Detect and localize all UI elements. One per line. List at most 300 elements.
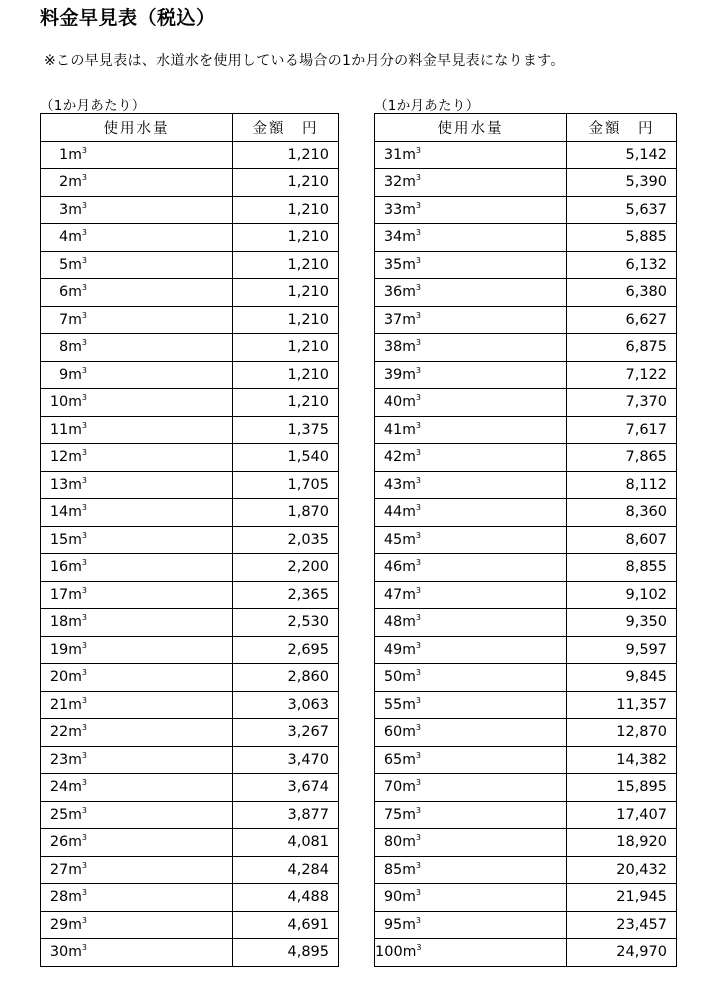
unit-superscript: 3 <box>415 750 421 760</box>
cubic-meter-unit <box>68 779 87 795</box>
unit-superscript: 3 <box>81 915 87 925</box>
unit-letter: m <box>68 421 82 438</box>
volume-value: 3 <box>59 201 69 218</box>
table-row <box>41 774 339 802</box>
amount-cell: 15,895 <box>567 774 677 802</box>
unit-superscript: 3 <box>415 338 421 348</box>
volume-cell <box>375 141 567 169</box>
unit-superscript: 3 <box>81 943 87 953</box>
table-row <box>41 169 339 197</box>
volume-value: 48 <box>383 614 403 631</box>
volume-value: 14 <box>49 504 69 521</box>
volume-value: 49 <box>383 641 403 658</box>
unit-letter: m <box>68 614 82 631</box>
amount-cell: 3,470 <box>233 746 339 774</box>
amount-cell: 5,885 <box>567 224 677 252</box>
cubic-meter-unit <box>402 504 421 520</box>
cubic-meter-unit <box>402 834 421 850</box>
table-row <box>375 444 677 472</box>
volume-value: 29 <box>49 916 69 933</box>
rate-table-left <box>40 113 339 967</box>
unit-superscript: 3 <box>81 833 87 843</box>
volume-cell <box>375 746 567 774</box>
amount-cell: 11,357 <box>567 691 677 719</box>
cubic-meter-unit <box>402 477 421 493</box>
table-row <box>41 279 339 307</box>
amount-cell: 1,210 <box>233 141 339 169</box>
volume-cell <box>375 526 567 554</box>
unit-letter: m <box>402 339 416 356</box>
volume-cell <box>41 581 233 609</box>
unit-letter: m <box>402 806 416 823</box>
volume-value: 30 <box>49 944 69 961</box>
volume-cell <box>375 416 567 444</box>
unit-superscript: 3 <box>415 833 421 843</box>
amount-cell: 1,705 <box>233 471 339 499</box>
unit-letter: m <box>402 834 416 851</box>
table-row <box>41 636 339 664</box>
volume-value: 35 <box>383 256 403 273</box>
unit-letter: m <box>402 174 416 191</box>
cubic-meter-unit <box>402 642 421 658</box>
unit-superscript: 3 <box>415 310 421 320</box>
table-row <box>375 306 677 334</box>
cubic-meter-unit <box>68 807 87 823</box>
unit-letter: m <box>68 861 82 878</box>
unit-letter: m <box>402 696 416 713</box>
volume-cell <box>41 691 233 719</box>
table-row <box>41 526 339 554</box>
cubic-meter-unit <box>402 779 421 795</box>
cubic-meter-unit <box>402 257 421 273</box>
cubic-meter-unit <box>68 394 87 410</box>
unit-superscript: 3 <box>81 695 87 705</box>
cubic-meter-unit <box>68 477 87 493</box>
unit-superscript: 3 <box>81 888 87 898</box>
volume-cell <box>375 169 567 197</box>
table-row <box>375 691 677 719</box>
volume-cell <box>41 499 233 527</box>
volume-cell <box>375 664 567 692</box>
cubic-meter-unit <box>402 559 421 575</box>
unit-superscript: 3 <box>81 200 87 210</box>
volume-cell <box>41 829 233 857</box>
volume-value: 46 <box>383 559 403 576</box>
table-row <box>41 746 339 774</box>
volume-value: 65 <box>383 751 403 768</box>
cubic-meter-unit <box>68 834 87 850</box>
table-row <box>41 581 339 609</box>
volume-cell <box>375 581 567 609</box>
cubic-meter-unit <box>402 752 421 768</box>
amount-cell: 7,865 <box>567 444 677 472</box>
unit-letter: m <box>402 146 416 163</box>
cubic-meter-unit <box>402 807 421 823</box>
amount-cell: 23,457 <box>567 911 677 939</box>
cubic-meter-unit <box>402 669 421 685</box>
unit-superscript: 3 <box>415 173 421 183</box>
volume-value: 2 <box>59 174 69 191</box>
table-row <box>41 306 339 334</box>
unit-superscript: 3 <box>81 668 87 678</box>
volume-value: 23 <box>49 751 69 768</box>
volume-cell <box>375 911 567 939</box>
table-row <box>41 829 339 857</box>
cubic-meter-unit <box>68 642 87 658</box>
unit-letter: m <box>402 311 416 328</box>
volume-cell <box>41 856 233 884</box>
unit-letter: m <box>402 229 416 246</box>
volume-cell <box>41 169 233 197</box>
amount-cell: 4,895 <box>233 939 339 967</box>
volume-cell <box>375 334 567 362</box>
unit-superscript: 3 <box>415 420 421 430</box>
amount-cell: 9,597 <box>567 636 677 664</box>
cubic-meter-unit <box>402 889 421 905</box>
volume-value: 5 <box>59 256 69 273</box>
amount-cell: 3,267 <box>233 719 339 747</box>
cubic-meter-unit <box>68 367 87 383</box>
table-row <box>41 719 339 747</box>
unit-letter: m <box>402 916 416 933</box>
unit-superscript: 3 <box>81 503 87 513</box>
volume-cell <box>41 609 233 637</box>
unit-superscript: 3 <box>81 805 87 815</box>
amount-cell: 12,870 <box>567 719 677 747</box>
unit-superscript: 3 <box>415 228 421 238</box>
unit-superscript: 3 <box>415 475 421 485</box>
amount-cell: 7,370 <box>567 389 677 417</box>
cubic-meter-unit <box>68 889 87 905</box>
table-row <box>41 361 339 389</box>
table-row <box>41 471 339 499</box>
table-row <box>375 416 677 444</box>
volume-value: 31 <box>383 146 403 163</box>
unit-superscript: 3 <box>415 640 421 650</box>
unit-superscript: 3 <box>81 228 87 238</box>
unit-letter: m <box>402 669 416 686</box>
table-row <box>41 801 339 829</box>
volume-cell <box>41 471 233 499</box>
table-row <box>41 691 339 719</box>
volume-value: 21 <box>49 696 69 713</box>
table-row <box>375 389 677 417</box>
volume-value: 38 <box>383 339 403 356</box>
volume-value: 43 <box>383 476 403 493</box>
unit-superscript: 3 <box>81 723 87 733</box>
volume-cell <box>375 856 567 884</box>
table-row <box>41 334 339 362</box>
volume-cell <box>375 719 567 747</box>
unit-superscript: 3 <box>415 805 421 815</box>
unit-superscript: 3 <box>81 283 87 293</box>
unit-letter: m <box>68 531 82 548</box>
table-row <box>375 581 677 609</box>
volume-cell <box>375 471 567 499</box>
unit-superscript: 3 <box>81 778 87 788</box>
table-row <box>375 829 677 857</box>
unit-superscript: 3 <box>81 255 87 265</box>
unit-letter: m <box>68 669 82 686</box>
volume-cell <box>41 224 233 252</box>
unit-letter: m <box>68 916 82 933</box>
volume-cell <box>41 719 233 747</box>
unit-letter: m <box>68 174 82 191</box>
table-row <box>375 196 677 224</box>
table-row <box>41 416 339 444</box>
volume-value: 85 <box>383 861 403 878</box>
amount-cell: 4,488 <box>233 884 339 912</box>
volume-cell <box>41 334 233 362</box>
cubic-meter-unit <box>402 862 421 878</box>
unit-superscript: 3 <box>81 145 87 155</box>
volume-value: 100 <box>375 944 403 961</box>
cubic-meter-unit <box>402 174 421 190</box>
volume-value: 42 <box>383 449 403 466</box>
amount-cell: 8,855 <box>567 554 677 582</box>
cubic-meter-unit <box>68 614 87 630</box>
volume-value: 40 <box>383 394 403 411</box>
unit-superscript: 3 <box>81 173 87 183</box>
amount-cell: 3,877 <box>233 801 339 829</box>
volume-cell <box>375 636 567 664</box>
volume-cell <box>375 801 567 829</box>
cubic-meter-unit <box>68 532 87 548</box>
cubic-meter-unit <box>402 724 421 740</box>
amount-cell: 17,407 <box>567 801 677 829</box>
unit-superscript: 3 <box>415 448 421 458</box>
unit-letter: m <box>402 889 416 906</box>
amount-cell: 8,112 <box>567 471 677 499</box>
cubic-meter-unit <box>68 257 87 273</box>
amount-cell: 18,920 <box>567 829 677 857</box>
cubic-meter-unit <box>68 147 87 163</box>
table-row <box>41 856 339 884</box>
cubic-meter-unit <box>68 504 87 520</box>
rate-table-left-body <box>41 141 339 966</box>
volume-value: 24 <box>49 779 69 796</box>
amount-cell: 7,617 <box>567 416 677 444</box>
unit-letter: m <box>68 476 82 493</box>
volume-value: 37 <box>383 311 403 328</box>
volume-cell <box>375 884 567 912</box>
table-header-row <box>375 114 677 142</box>
unit-letter: m <box>68 944 82 961</box>
volume-value: 36 <box>383 284 403 301</box>
cubic-meter-unit <box>68 339 87 355</box>
unit-superscript: 3 <box>415 888 421 898</box>
volume-cell <box>41 196 233 224</box>
unit-letter: m <box>402 944 417 961</box>
unit-superscript: 3 <box>415 778 421 788</box>
unit-letter: m <box>68 284 82 301</box>
cubic-meter-unit <box>402 339 421 355</box>
unit-letter: m <box>402 284 416 301</box>
unit-letter: m <box>68 201 82 218</box>
amount-cell: 4,081 <box>233 829 339 857</box>
volume-value: 15 <box>49 531 69 548</box>
amount-cell: 7,122 <box>567 361 677 389</box>
volume-value: 7 <box>59 311 69 328</box>
volume-value: 17 <box>49 586 69 603</box>
volume-cell <box>375 774 567 802</box>
cubic-meter-unit <box>68 449 87 465</box>
amount-cell: 1,210 <box>233 196 339 224</box>
cubic-meter-unit <box>68 587 87 603</box>
volume-cell <box>41 636 233 664</box>
table-row <box>375 884 677 912</box>
volume-cell <box>375 444 567 472</box>
volume-cell <box>375 829 567 857</box>
cubic-meter-unit <box>68 229 87 245</box>
unit-letter: m <box>68 559 82 576</box>
amount-cell: 1,375 <box>233 416 339 444</box>
amount-cell: 1,210 <box>233 361 339 389</box>
volume-cell <box>41 526 233 554</box>
cubic-meter-unit <box>402 614 421 630</box>
amount-cell: 1,540 <box>233 444 339 472</box>
volume-value: 22 <box>49 724 69 741</box>
unit-superscript: 3 <box>415 393 421 403</box>
amount-cell: 9,845 <box>567 664 677 692</box>
unit-letter: m <box>68 146 82 163</box>
unit-superscript: 3 <box>81 393 87 403</box>
table-row <box>41 664 339 692</box>
volume-cell <box>375 939 567 967</box>
unit-letter: m <box>402 751 416 768</box>
amount-cell: 3,063 <box>233 691 339 719</box>
volume-value: 19 <box>49 641 69 658</box>
unit-letter: m <box>68 586 82 603</box>
cubic-meter-unit <box>68 724 87 740</box>
volume-cell <box>41 416 233 444</box>
amount-cell: 2,365 <box>233 581 339 609</box>
amount-cell: 20,432 <box>567 856 677 884</box>
unit-superscript: 3 <box>81 338 87 348</box>
table-row <box>41 141 339 169</box>
amount-cell: 5,142 <box>567 141 677 169</box>
amount-cell: 3,674 <box>233 774 339 802</box>
rate-table-right-body <box>375 141 677 966</box>
volume-cell <box>41 746 233 774</box>
table-row <box>375 774 677 802</box>
cubic-meter-unit <box>402 697 421 713</box>
page-title: 料金早見表（税込） <box>40 7 216 29</box>
volume-value: 4 <box>59 229 69 246</box>
volume-value: 80 <box>383 834 403 851</box>
table-row <box>41 389 339 417</box>
volume-cell <box>375 251 567 279</box>
amount-cell: 2,200 <box>233 554 339 582</box>
unit-letter: m <box>402 504 416 521</box>
amount-header: 金額 円 <box>233 114 339 142</box>
unit-letter: m <box>68 256 82 273</box>
volume-value: 41 <box>383 421 403 438</box>
unit-superscript: 3 <box>81 475 87 485</box>
amount-cell: 5,637 <box>567 196 677 224</box>
unit-letter: m <box>402 641 416 658</box>
amount-cell: 14,382 <box>567 746 677 774</box>
unit-letter: m <box>402 421 416 438</box>
cubic-meter-unit <box>68 697 87 713</box>
volume-cell <box>41 911 233 939</box>
amount-cell: 1,210 <box>233 334 339 362</box>
cubic-meter-unit <box>402 587 421 603</box>
unit-superscript: 3 <box>81 750 87 760</box>
unit-superscript: 3 <box>81 558 87 568</box>
volume-value: 50 <box>383 669 403 686</box>
unit-superscript: 3 <box>81 420 87 430</box>
amount-cell: 6,627 <box>567 306 677 334</box>
volume-value: 55 <box>383 696 403 713</box>
volume-cell <box>41 554 233 582</box>
unit-superscript: 3 <box>415 283 421 293</box>
unit-letter: m <box>68 641 82 658</box>
cubic-meter-unit <box>402 229 421 245</box>
volume-cell <box>41 251 233 279</box>
amount-cell: 4,691 <box>233 911 339 939</box>
unit-superscript: 3 <box>415 915 421 925</box>
volume-value: 44 <box>383 504 403 521</box>
unit-letter: m <box>402 559 416 576</box>
cubic-meter-unit <box>68 752 87 768</box>
cubic-meter-unit <box>68 559 87 575</box>
unit-letter: m <box>68 449 82 466</box>
volume-cell <box>375 691 567 719</box>
volume-cell <box>375 554 567 582</box>
unit-letter: m <box>402 366 416 383</box>
unit-superscript: 3 <box>416 943 422 953</box>
volume-value: 47 <box>383 586 403 603</box>
rate-table-right <box>374 113 677 967</box>
unit-superscript: 3 <box>81 613 87 623</box>
unit-superscript: 3 <box>415 530 421 540</box>
cubic-meter-unit <box>68 862 87 878</box>
cubic-meter-unit <box>402 917 421 933</box>
volume-value: 39 <box>383 366 403 383</box>
amount-cell: 1,870 <box>233 499 339 527</box>
unit-letter: m <box>68 339 82 356</box>
cubic-meter-unit <box>68 284 87 300</box>
right-table-caption: （1か月あたり） <box>374 98 480 114</box>
volume-cell <box>375 389 567 417</box>
volume-value: 13 <box>49 476 69 493</box>
volume-value: 12 <box>49 449 69 466</box>
volume-cell <box>41 664 233 692</box>
cubic-meter-unit <box>68 944 87 960</box>
volume-cell <box>375 279 567 307</box>
unit-superscript: 3 <box>415 255 421 265</box>
volume-value: 10 <box>49 394 69 411</box>
volume-value: 45 <box>383 531 403 548</box>
cubic-meter-unit <box>68 422 87 438</box>
table-row <box>41 499 339 527</box>
unit-superscript: 3 <box>415 503 421 513</box>
unit-letter: m <box>68 229 82 246</box>
table-row <box>375 499 677 527</box>
volume-value: 18 <box>49 614 69 631</box>
unit-letter: m <box>402 256 416 273</box>
cubic-meter-unit <box>402 449 421 465</box>
unit-letter: m <box>402 531 416 548</box>
amount-cell: 6,875 <box>567 334 677 362</box>
amount-cell: 2,035 <box>233 526 339 554</box>
volume-header: 使用水量 <box>375 114 567 142</box>
unit-letter: m <box>402 201 416 218</box>
table-row <box>375 554 677 582</box>
unit-letter: m <box>68 889 82 906</box>
unit-letter: m <box>402 394 416 411</box>
